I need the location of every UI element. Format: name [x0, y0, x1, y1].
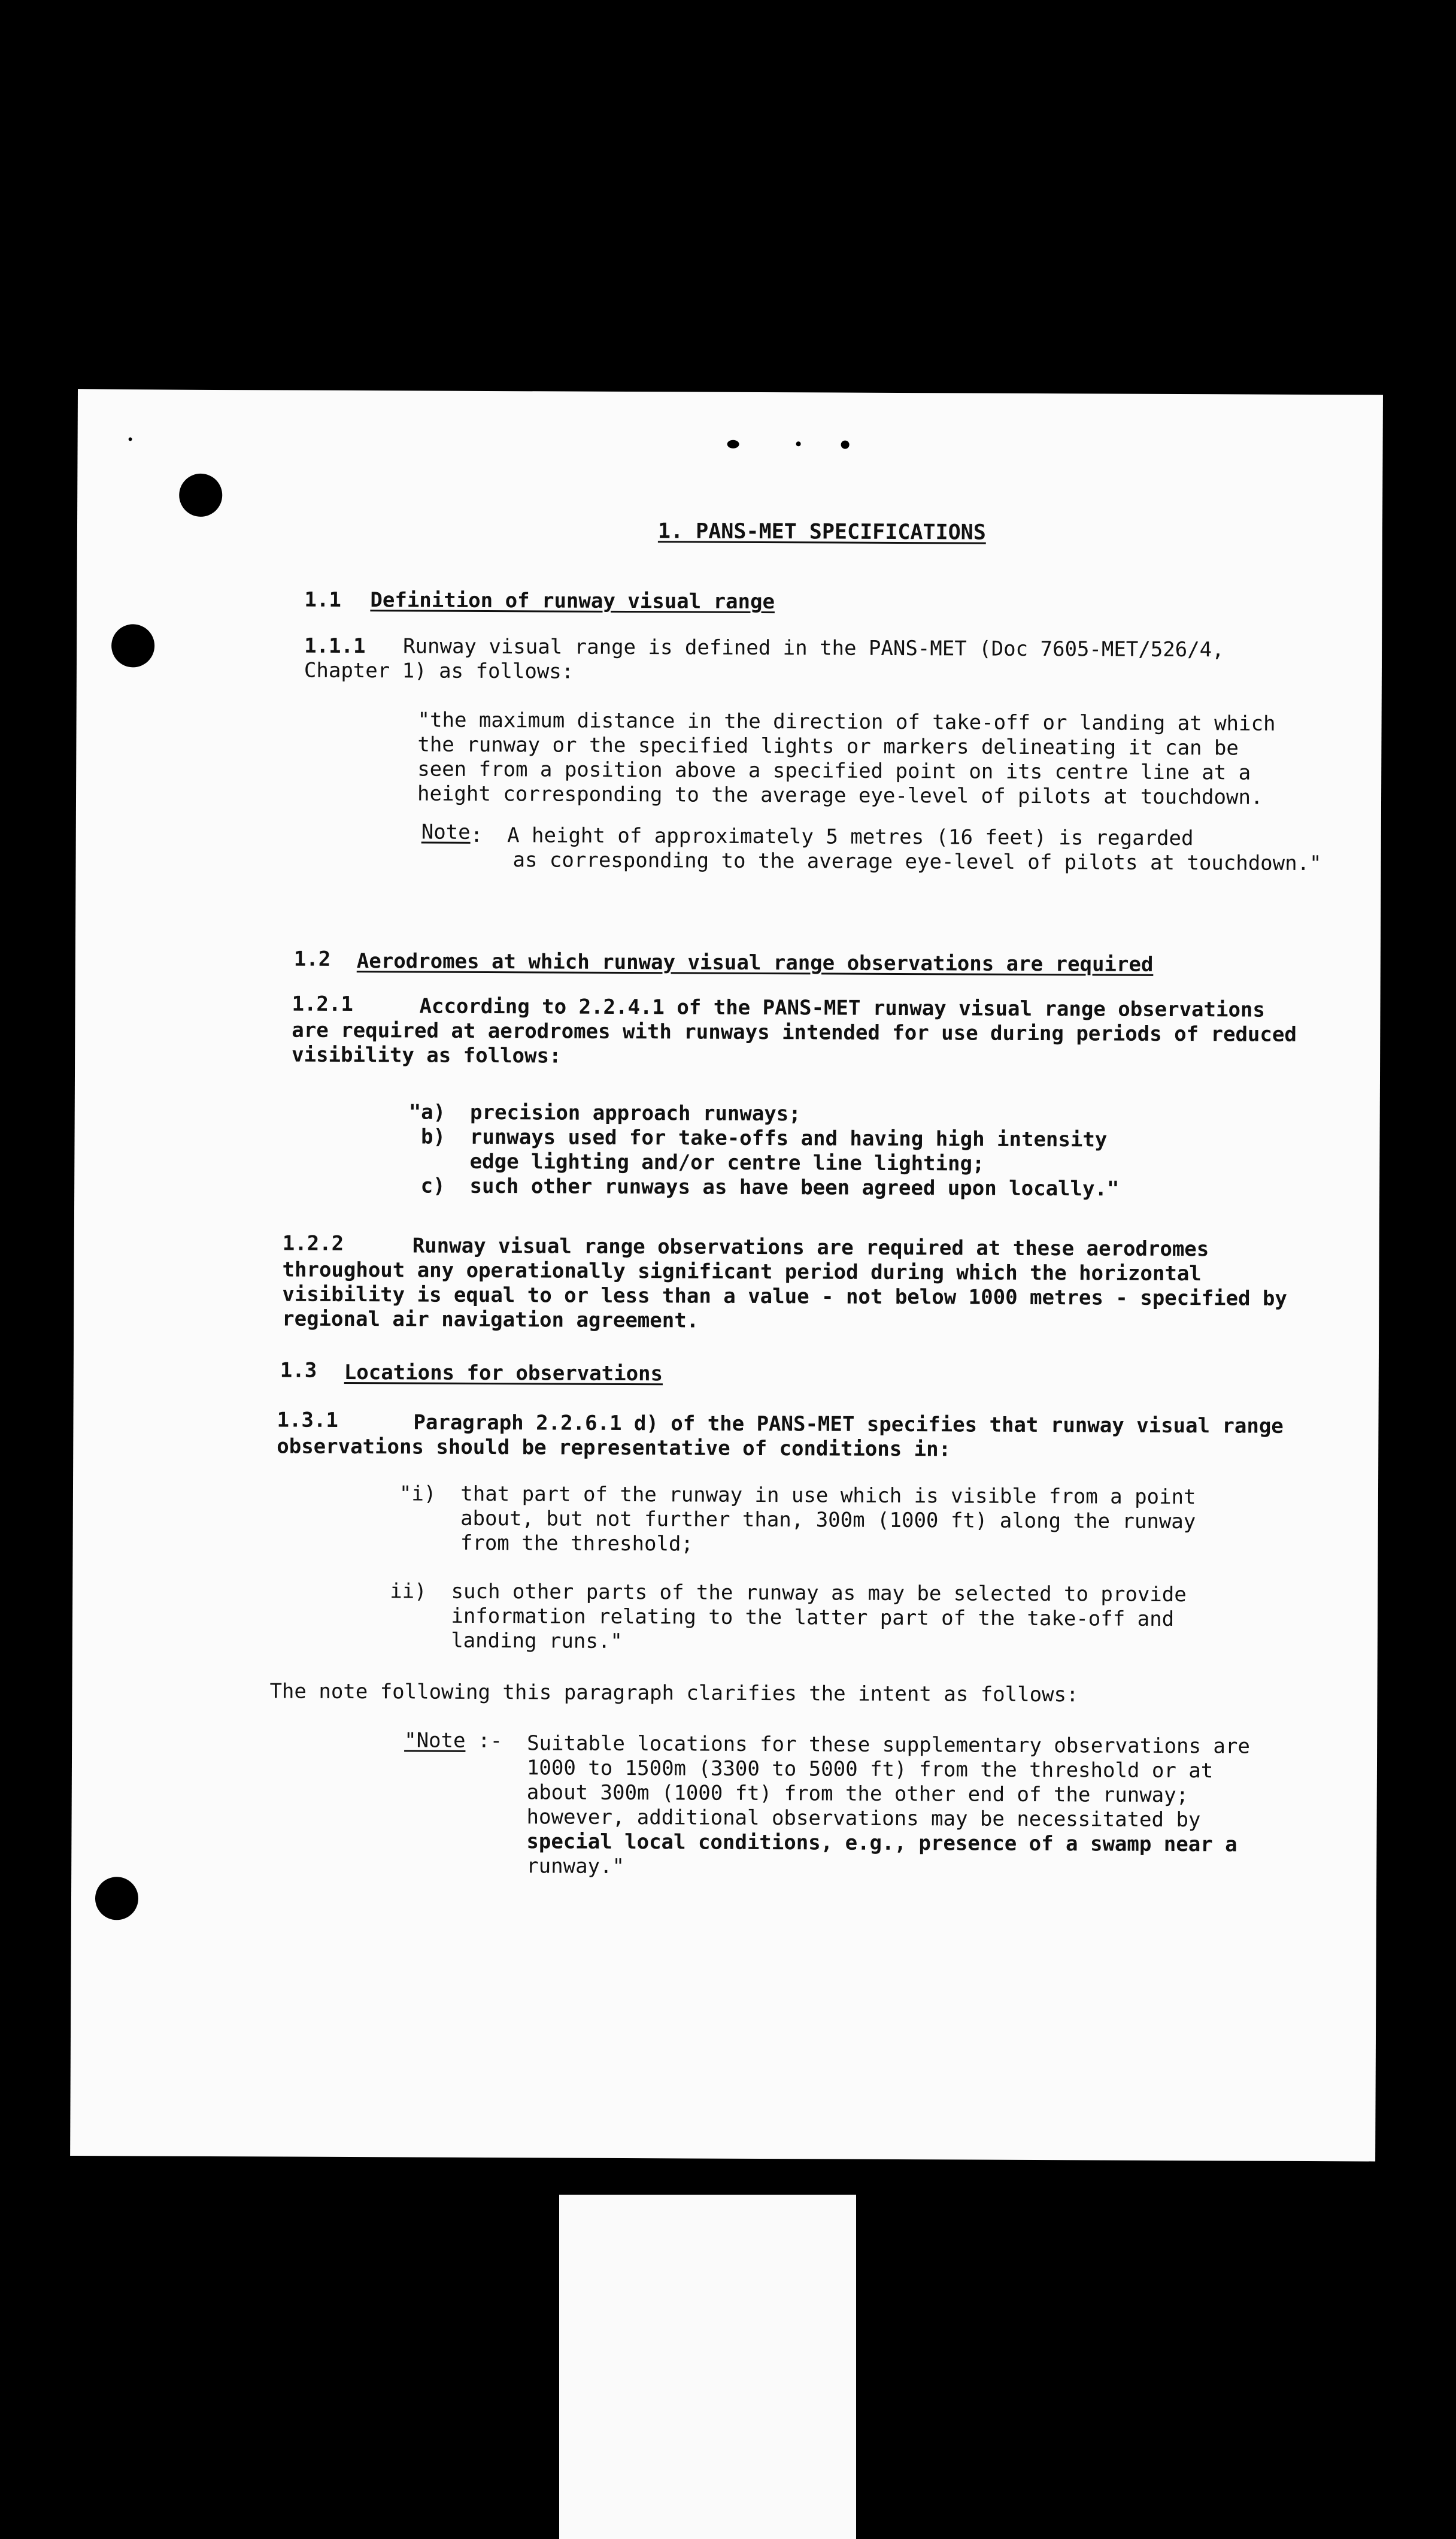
paragraph-text: Runway visual range is defined in the PANS-MET (Doc 7605-MET/526/4,	[403, 634, 1224, 662]
note-text: Suitable locations for these supplementary observations are	[527, 1731, 1250, 1759]
page-title: 1. PANS-MET SPECIFICATIONS	[657, 519, 986, 545]
list-item: about, but not further than, 300m (1000 ft) along the runway	[399, 1506, 1196, 1534]
list-item: landing runs."	[389, 1628, 623, 1653]
quote-line: seen from a position above a specified point on its centre line at a	[417, 757, 1251, 785]
paragraph-text: visibility is equal to or less than a value - not below 1000 metres - specified by	[282, 1282, 1288, 1311]
next-page-stub	[559, 2195, 856, 2539]
note-text: however, additional observations may be necessitated by	[526, 1805, 1201, 1832]
page-mark-dot	[129, 437, 132, 441]
section-number: 1.2	[293, 947, 331, 971]
punch-hole-bottom	[95, 1877, 138, 1920]
paragraph-text: The note following this paragraph clarifies the intent as follows:	[269, 1679, 1079, 1707]
paragraph-number: 1.2.2	[282, 1231, 344, 1256]
list-item: c) such other runways as have been agreed upon locally."	[408, 1174, 1120, 1201]
paragraph-text: observations should be representative of conditions in:	[277, 1434, 951, 1462]
paragraph-text: Paragraph 2.2.6.1 d) of the PANS-MET specifies that runway visual range	[413, 1410, 1284, 1438]
note-label: "Note	[404, 1728, 466, 1753]
paragraph-text: According to 2.2.4.1 of the PANS-MET runway visual range observations	[419, 994, 1266, 1022]
section-number: 1.3	[280, 1358, 317, 1383]
list-item: "i) that part of the runway in use which is visible from a point	[399, 1481, 1196, 1510]
note-text: special local conditions, e.g., presence of a swamp near a	[526, 1829, 1237, 1857]
list-item: edge lighting and/or centre line lighting;	[408, 1149, 985, 1176]
note-text: about 300m (1000 ft) from the other end of the runway;	[526, 1780, 1189, 1808]
punch-hole-top	[179, 474, 222, 517]
list-item: from the threshold;	[399, 1531, 693, 1556]
paragraph-number: 1.2.1	[292, 992, 353, 1017]
paragraph-text: regional air navigation agreement.	[282, 1307, 699, 1333]
note-label: Note	[421, 820, 471, 844]
page-mark-dot	[796, 441, 801, 446]
paragraph-text: Chapter 1) as follows:	[304, 658, 574, 684]
note-dash: :-	[478, 1728, 503, 1753]
paragraph-text: Runway visual range observations are required at these aerodromes	[412, 1234, 1209, 1262]
list-item: b) runways used for take-offs and having high intensity	[408, 1125, 1108, 1152]
list-item: information relating to the latter part of the take-off and	[389, 1604, 1175, 1632]
note-text: : A height of approximately 5 metres (16 feet) is regarded	[470, 823, 1194, 851]
section-title: Definition of runway visual range	[370, 588, 775, 614]
section-title: Aerodromes at which runway visual range observations are required	[356, 949, 1154, 977]
page-mark-dot	[727, 440, 739, 449]
paragraph-text: throughout any operationally significant period during which the horizontal	[282, 1258, 1202, 1286]
note-text: 1000 to 1500m (3300 to 5000 ft) from the threshold or at	[526, 1756, 1214, 1783]
paragraph-text: visibility as follows:	[292, 1043, 562, 1068]
note-text: runway."	[526, 1854, 625, 1879]
note-text: as corresponding to the average eye-level of pilots at touchdown."	[512, 848, 1322, 876]
quote-line: the runway or the specified lights or markers delineating it can be	[417, 732, 1239, 761]
list-item: ii) such other parts of the runway as may be selected to provide	[390, 1579, 1187, 1607]
paragraph-number: 1.3.1	[277, 1408, 338, 1432]
quote-line: height corresponding to the average eye-level of pilots at touchdown.	[417, 781, 1263, 810]
section-number: 1.1	[304, 587, 341, 612]
section-title: Locations for observations	[344, 1360, 663, 1386]
page-mark-dot	[841, 441, 850, 449]
punch-hole-middle	[111, 624, 154, 667]
paragraph-number: 1.1.1	[304, 634, 366, 659]
paragraph-text: are required at aerodromes with runways intended for use during periods of reduced	[292, 1018, 1297, 1047]
document-page	[70, 389, 1383, 2161]
list-item: "a) precision approach runways;	[408, 1100, 801, 1126]
quote-line: "the maximum distance in the direction of take-off or landing at which	[417, 708, 1276, 736]
